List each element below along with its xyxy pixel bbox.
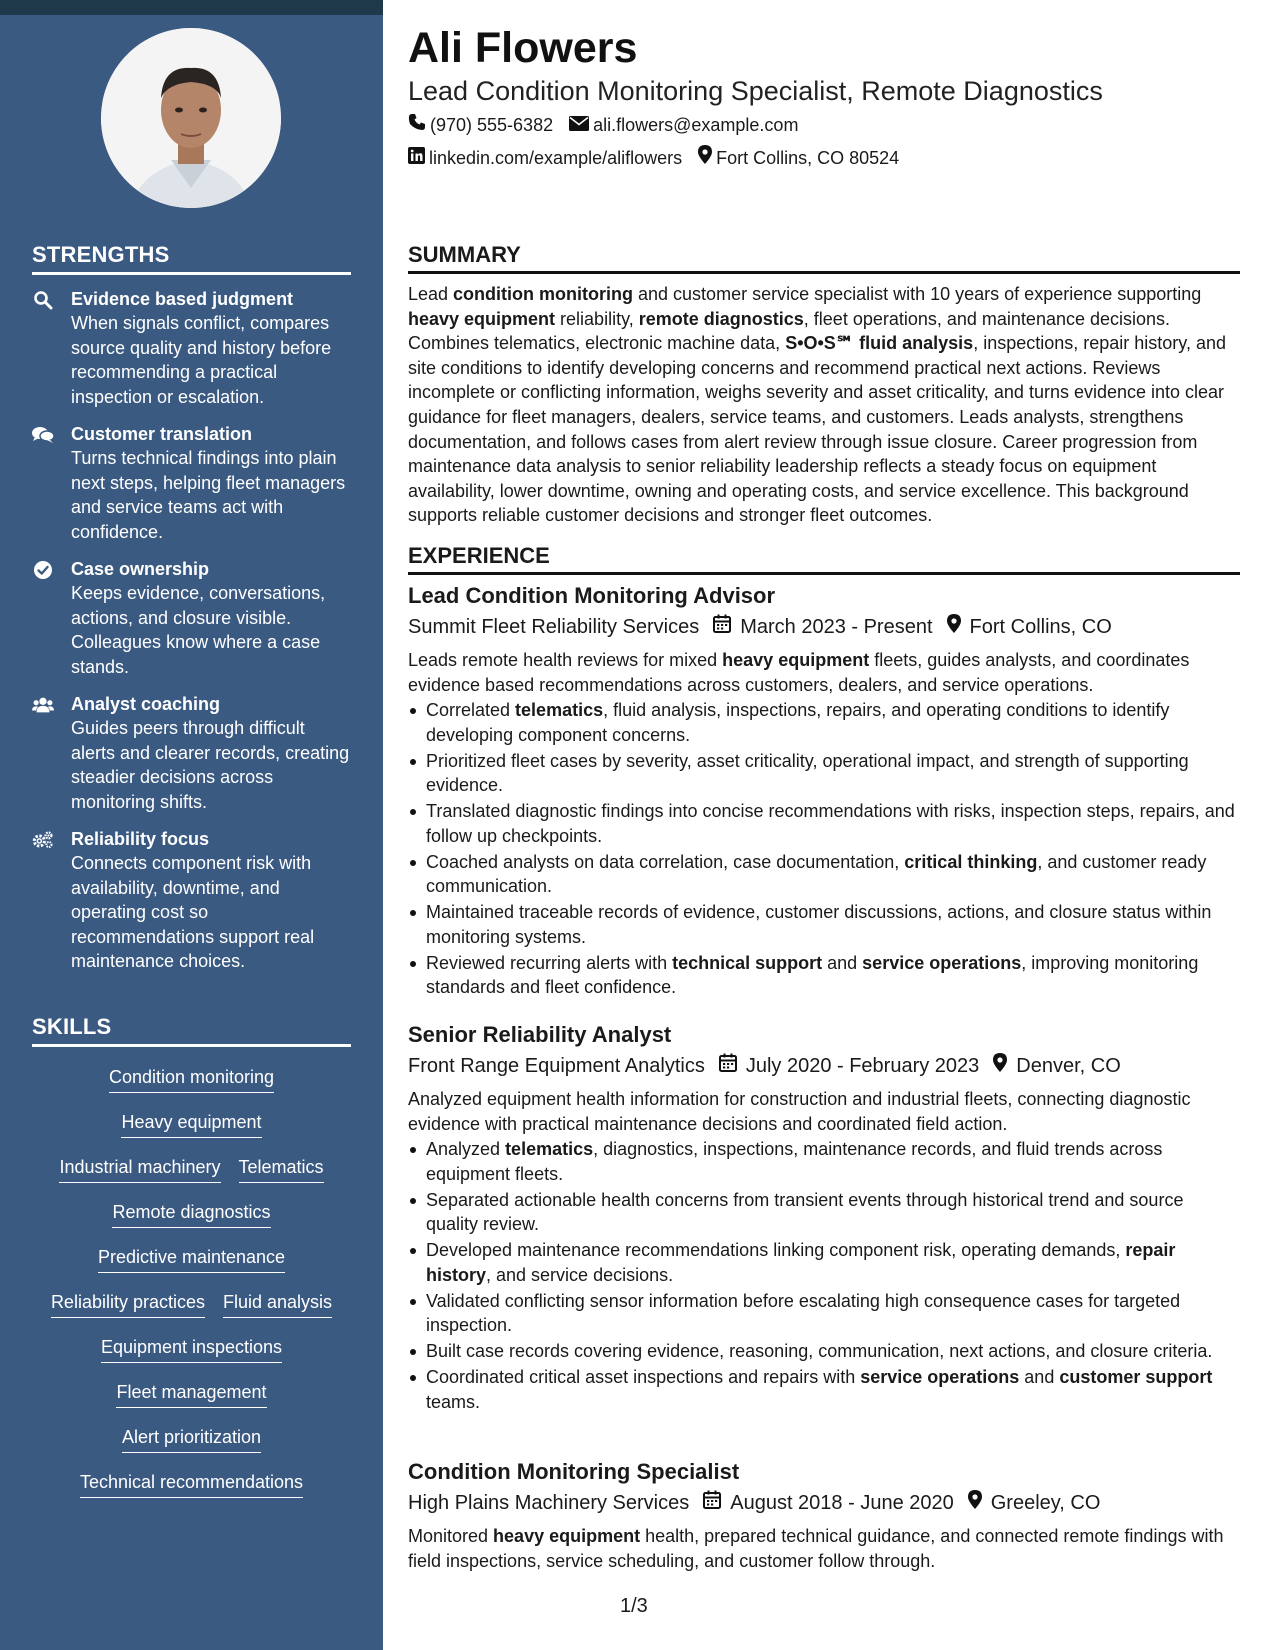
email-address[interactable]: ali.flowers@example.com — [593, 115, 799, 135]
strengths-heading: STRENGTHS — [32, 242, 351, 275]
job-meta — [408, 613, 1240, 641]
phone-contact — [408, 113, 553, 137]
skill-tag: Reliability practices — [51, 1291, 205, 1318]
job-location — [993, 1052, 1120, 1080]
text-run: and customer service specialist with 10 years of experience supporting — [633, 284, 1202, 304]
text-run: Coached analysts on data correlation, case documentation, — [426, 851, 905, 872]
list-item — [408, 1188, 1240, 1237]
map-pin-icon — [968, 1489, 991, 1517]
profile-photo — [101, 28, 281, 208]
list-item — [408, 1137, 1240, 1186]
candidate-name: Ali Flowers — [408, 24, 638, 72]
text-run: , and service decisions. — [486, 1264, 674, 1285]
experience-heading: EXPERIENCE — [408, 543, 1240, 575]
text-run: Leads remote health reviews for mixed — [408, 650, 723, 670]
text-run: Built case records covering evidence, reasoning, communication, next actions, and closure criteria. — [426, 1341, 1213, 1361]
strength-item — [32, 287, 351, 409]
contact-row — [408, 113, 814, 137]
linkedin-url[interactable]: linkedin.com/example/aliflowers — [429, 147, 683, 168]
list-item — [408, 951, 1240, 1000]
strengths-section — [32, 242, 351, 974]
company-name: High Plains Machinery Services — [408, 1492, 690, 1514]
bullet-list — [408, 1137, 1240, 1414]
company-name: Front Range Equipment Analytics — [408, 1055, 705, 1077]
search-icon — [32, 289, 54, 311]
list-item — [408, 749, 1240, 798]
text-run: Reviewed recurring alerts with — [426, 952, 673, 973]
calendar-icon — [719, 1052, 746, 1080]
text-run: , improving monitoring standards and fleet confidence. — [426, 952, 1199, 997]
calendar-icon — [713, 613, 740, 641]
skill-tag: Fleet management — [116, 1381, 266, 1408]
text-run: Validated conflicting sensor information before escalating high consequence cases for targeted inspection. — [426, 1290, 1181, 1335]
map-pin-icon — [698, 145, 716, 170]
phone-icon — [408, 113, 430, 137]
job-dates — [703, 1489, 954, 1517]
text-run: , fleet operations, and maintenance decisions. Combines telematics, electronic machine data, — [408, 308, 1171, 354]
text-run: , inspections, repair history, and site conditions to identify developing concerns and recommend practical next actions. Reviews incomplete or conflicting information, weighs severity and asset criticality, and turns evidence into clear guidance for fleet managers, dealers, service teams, and customers. Leads analysts, strengthens documentation, and follows cases from alert review through issue closure. Career progression from maintenance data analysis to senior reliability leadership reflects a steady focus on equipment availability, lower downtime, owning and operating costs, and service excellence. This background supports reliable customer decisions and stronger fleet outcomes. — [408, 333, 1226, 526]
text-run: Developed maintenance recommendations linking component risk, operating demands, — [426, 1240, 1126, 1260]
skill-tag: Technical recommendations — [80, 1471, 303, 1498]
location-text: Fort Collins, CO 80524 — [716, 147, 900, 168]
strength-item — [32, 827, 351, 974]
list-item — [408, 1339, 1240, 1364]
list-item — [408, 1289, 1240, 1338]
job-dates — [713, 613, 932, 641]
strength-title: Customer translation — [71, 424, 253, 444]
list-item — [408, 900, 1240, 949]
text-run: Maintained traceable records of evidence, customer discussions, actions, and closure status within monitoring systems. — [426, 902, 1212, 947]
text-run: and — [822, 952, 863, 973]
text-run: Coordinated critical asset inspections and repairs with — [426, 1367, 861, 1387]
job-location — [947, 613, 1112, 641]
summary-heading: SUMMARY — [408, 242, 1240, 274]
strength-title: Evidence based judgment — [71, 289, 294, 309]
text-run: , fluid analysis, inspections, repairs, and operating conditions to identify developing component concerns. — [426, 700, 1170, 745]
bold-keyword: telematics — [505, 1139, 594, 1159]
list-item — [408, 1365, 1240, 1414]
envelope-icon — [569, 113, 593, 137]
strength-description: Guides peers through difficult alerts and clearer records, creating steadier decisions across monitoring shifts. — [71, 718, 350, 812]
bold-keyword: customer support — [1059, 1367, 1213, 1387]
text-run: reliability, — [555, 308, 639, 329]
bold-keyword: heavy equipment — [722, 650, 870, 670]
text-run: Analyzed — [426, 1139, 506, 1159]
text-run: Correlated — [426, 700, 516, 720]
check-circle-icon — [32, 559, 54, 581]
linkedin-contact — [408, 146, 682, 170]
skill-tag: Alert prioritization — [122, 1426, 261, 1453]
skill-tag: Equipment inspections — [101, 1336, 282, 1363]
sidebar — [0, 0, 383, 1650]
job-description — [408, 648, 1240, 697]
text-run: teams. — [426, 1391, 481, 1412]
job-description — [408, 1524, 1240, 1573]
bullet-list — [408, 698, 1240, 1000]
company-name: Summit Fleet Reliability Services — [408, 616, 700, 638]
strength-description: Connects component risk with availability, downtime, and operating cost so recommendations support real maintenance choices. — [71, 853, 315, 971]
text-run: Separated actionable health concerns from transient events through historical trend and source quality review. — [426, 1189, 1184, 1234]
skill-tag: Predictive maintenance — [98, 1246, 285, 1273]
location-text: Denver, CO — [1016, 1055, 1121, 1077]
list-item — [408, 698, 1240, 747]
bold-keyword: critical thinking — [904, 851, 1038, 872]
candidate-title: Lead Condition Monitoring Specialist, Remote Diagnostics — [408, 76, 1103, 106]
strength-description: When signals conflict, compares source quality and history before recommending a practical inspection or escalation. — [71, 313, 332, 407]
job-title: Condition Monitoring Specialist — [408, 1459, 740, 1484]
gears-icon — [32, 829, 54, 851]
skill-tag: Telematics — [239, 1156, 324, 1183]
date-range: March 2023 - Present — [740, 616, 933, 638]
bold-keyword: heavy equipment — [408, 308, 556, 329]
job-entry — [408, 582, 1240, 1001]
map-pin-icon — [947, 613, 970, 641]
text-run: Monitored — [408, 1526, 494, 1546]
job-title: Lead Condition Monitoring Advisor — [408, 583, 776, 608]
job-entry — [408, 1021, 1240, 1416]
job-meta — [408, 1489, 1240, 1517]
strength-description: Keeps evidence, conversations, actions, and closure visible. Colleagues know where a case stands. — [71, 583, 326, 677]
text-run: , diagnostics, inspections, maintenance records, and fluid trends across equipment fleets. — [426, 1139, 1163, 1184]
date-range: July 2020 - February 2023 — [745, 1055, 980, 1077]
page-number: 1/3 — [620, 1595, 648, 1617]
strength-title: Case ownership — [71, 559, 210, 579]
text-run: Analyzed equipment health information for construction and industrial fleets, connecting diagnostic evidence with practical maintenance decisions and coordinated field action. — [408, 1089, 1191, 1134]
job-dates — [719, 1052, 979, 1080]
text-run: and — [1019, 1367, 1060, 1387]
chat-icon — [32, 424, 54, 446]
skills-list — [32, 1059, 351, 1509]
skill-tag: Condition monitoring — [109, 1066, 274, 1093]
bold-keyword: repair history — [426, 1240, 1176, 1285]
skill-tag: Remote diagnostics — [112, 1201, 270, 1228]
skill-tag: Industrial machinery — [59, 1156, 220, 1183]
summary-text — [408, 282, 1240, 528]
bold-keyword: heavy equipment — [493, 1526, 641, 1546]
strength-item — [32, 557, 351, 679]
bold-keyword: service operations — [860, 1367, 1020, 1387]
text-run: health, prepared technical guidance, and connected remote findings with field inspections, service scheduling, and customer follow through. — [408, 1526, 1224, 1571]
strength-item — [32, 422, 351, 544]
text-run: , and customer ready communication. — [426, 851, 1207, 896]
text-run: Translated diagnostic findings into concise recommendations with risks, inspection steps, repairs, and follow up checkpoints. — [426, 801, 1235, 846]
list-item — [408, 1238, 1240, 1287]
job-title: Senior Reliability Analyst — [408, 1022, 672, 1047]
location-text: Greeley, CO — [990, 1492, 1101, 1514]
skill-tag: Heavy equipment — [121, 1111, 261, 1138]
phone-number[interactable]: (970) 555-6382 — [430, 115, 554, 135]
location-text: Fort Collins, CO — [969, 616, 1112, 638]
text-run: Lead — [408, 284, 454, 304]
list-item — [408, 799, 1240, 848]
text-run: fleets, guides analysts, and coordinates evidence based recommendations across customers, dealers, and service operations. — [408, 650, 1190, 695]
contact-row — [408, 145, 915, 170]
map-pin-icon — [993, 1052, 1016, 1080]
skills-section — [32, 1014, 351, 1509]
job-description — [408, 1087, 1240, 1136]
strength-title: Reliability focus — [71, 829, 210, 849]
bold-keyword: condition monitoring — [453, 284, 634, 304]
bold-keyword: remote diagnostics — [638, 308, 804, 329]
email-contact — [569, 113, 798, 137]
location-contact — [698, 145, 899, 170]
bold-keyword: S•O•S℠ fluid analysis — [785, 333, 974, 354]
date-range: August 2018 - June 2020 — [730, 1492, 954, 1514]
job-location — [968, 1489, 1101, 1517]
bold-keyword: telematics — [515, 700, 604, 720]
strength-description: Turns technical findings into plain next steps, helping fleet managers and service teams act with confidence. — [71, 448, 346, 542]
bold-keyword: service operations — [862, 952, 1022, 973]
linkedin-icon — [408, 146, 429, 170]
sidebar-top-bar — [0, 0, 383, 15]
job-entry — [408, 1458, 1240, 1573]
calendar-icon — [703, 1489, 730, 1517]
users-icon — [32, 694, 54, 716]
job-meta — [408, 1052, 1240, 1080]
strength-title: Analyst coaching — [71, 694, 221, 714]
list-item — [408, 850, 1240, 899]
strength-item — [32, 692, 351, 814]
bold-keyword: technical support — [672, 952, 823, 973]
text-run: Prioritized fleet cases by severity, asset criticality, operational impact, and strength of supporting evidence. — [426, 750, 1189, 795]
skill-tag: Fluid analysis — [223, 1291, 332, 1318]
skills-heading: SKILLS — [32, 1014, 351, 1047]
